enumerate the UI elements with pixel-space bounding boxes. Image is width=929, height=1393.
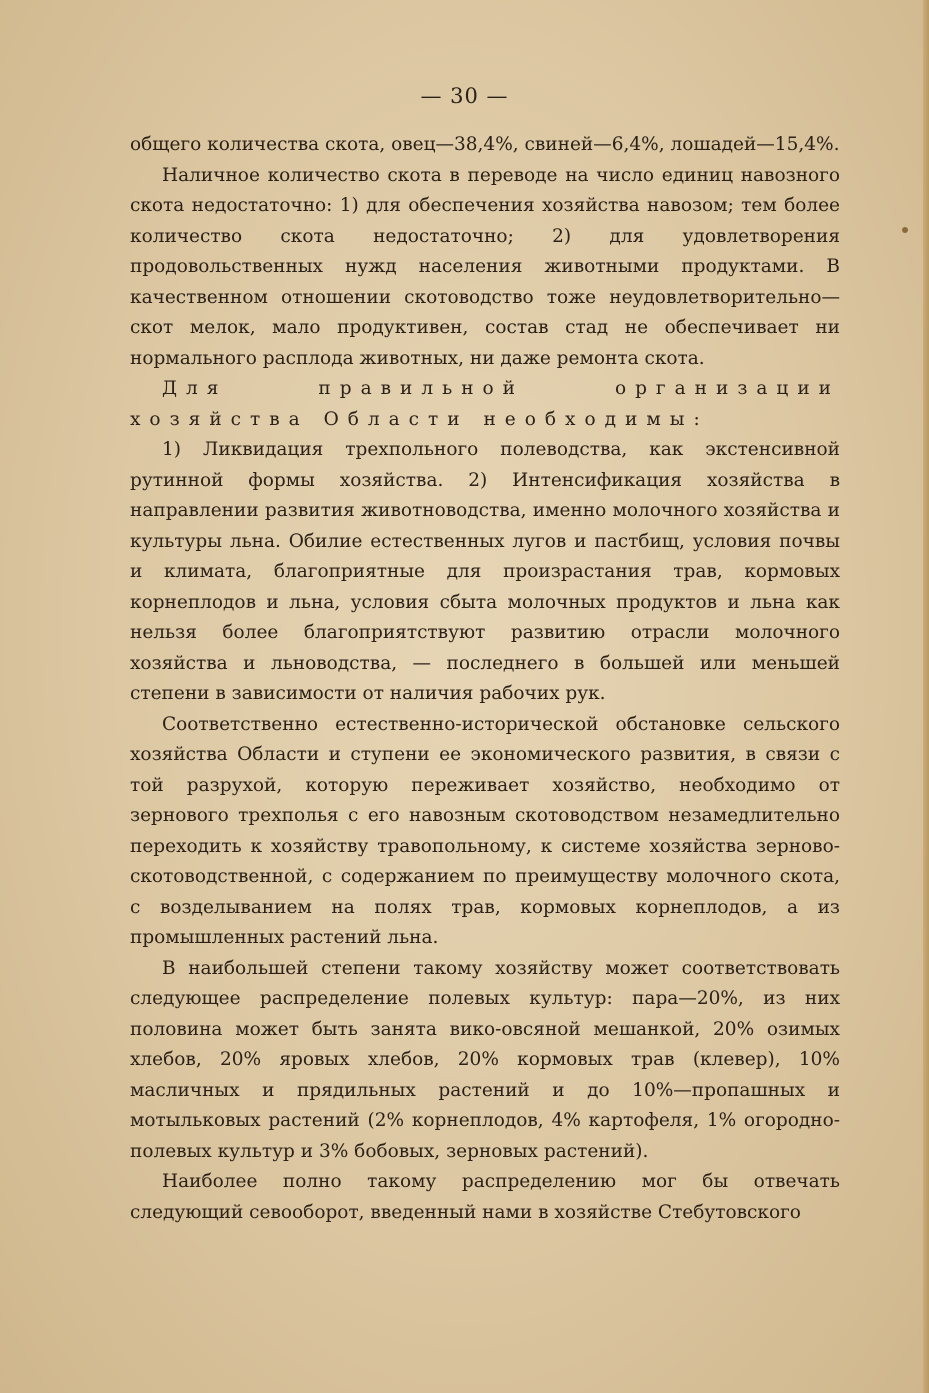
paragraph-transition: Соответственно естественно-исторической обстановке сельского хозяйства Области и ступени ее экономического развития, в связи с той разрухой, которую переживает хозяйство, необходимо от зернового трехполья с его навозным скотоводством незамедлительно переходить к хозяйству травопольному, к системе хозяйства зерново-скотоводственной, с содержанием по преимуществу молочного скота, с возделыванием на полях трав, кормовых корнеплодов, а из промышленных растений льна. [130,713,840,948]
page-number: — 30 — [420,84,509,108]
paragraph-livestock: Наличное количество скота в переводе на число единиц навозного скота недостаточно: 1) для обеспечения хозяйства навозом; тем более количество скота недостаточно; 2) для удовлетворения продовольственных нужд населения животными продуктами. В качественном отношении скотоводство тоже неудовлетворительно—скот мелок, мало продуктивен, состав стад не обеспечивает ни нормального расплода животных, ни даже ремонта скота. [130,164,840,369]
paragraph-rotation: Наиболее полно такому распределению мог бы отвечать следующий севооборот, введенный нами в хозяйстве Стебутовского [130,1171,840,1223]
ink-spot [902,227,908,233]
body-text [130,130,840,1228]
paragraph-continuation: общего количества скота, овец—38,4%, свиней—6,4%, лошадей—15,4%. [130,134,840,155]
paragraph-crop-distribution: В наибольшей степени такому хозяйству может соответствовать следующее распределение полевых культур: пара—20%, из них половина может быть занята вико-овсяной мешанкой, 20% озимых хлебов, 20% яровых хлебов, 20% кормовых трав (клевер), 10% масличных и прядильных растений и до 10%—пропашных и мотыльковых растений (2% корнеплодов, 4% картофеля, 1% огородно-полевых культур и 3% бобовых, зерновых растений). [130,957,840,1162]
page-edge [923,0,929,1393]
paragraph-heading-organization: Для правильной организации хозяйства Области необходимы: [130,378,840,430]
paragraph-measures: 1) Ликвидация трехпольного полеводства, как экстенсивной рутинной формы хозяйства. 2) Интенсификация хозяйства в направлении развития животноводства, именно молочного хозяйства и культуры льна. Обилие естественных лугов и пастбищ, условия почвы и климата, благоприятные для произрастания трав, кормовых корнеплодов и льна, условия сбыта молочных продуктов и льна как нельзя более благоприятствуют развитию отрасли молочного хозяйства и льноводства, — последнего в большей или меньшей степени в зависимости от наличия рабочих рук. [130,439,840,704]
